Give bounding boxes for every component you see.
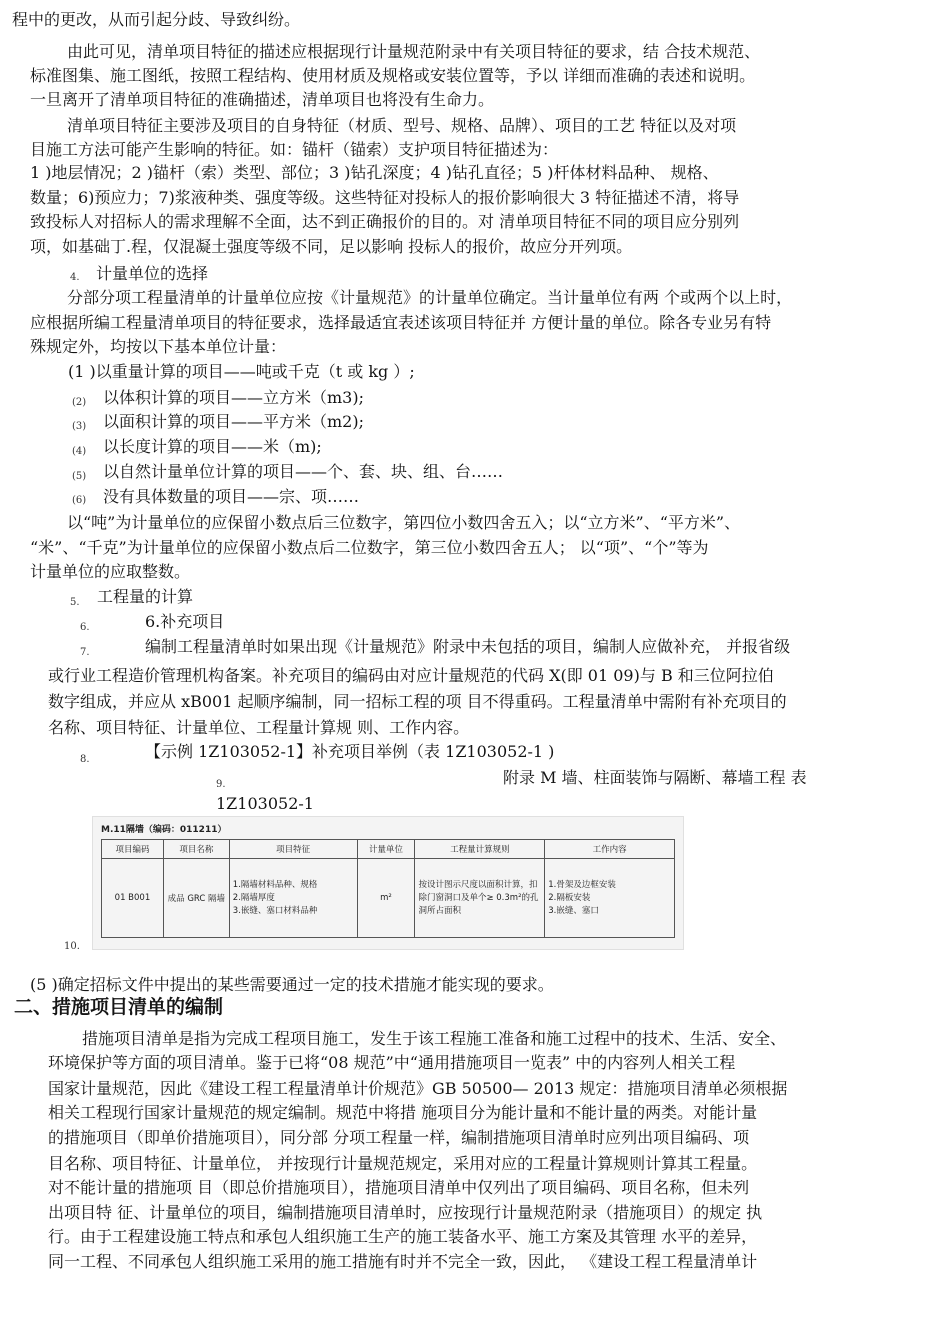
list-item: 没有具体数量的项目——宗、项…… bbox=[103, 487, 360, 506]
list-marker: (5) bbox=[72, 471, 87, 482]
list-marker: 4. bbox=[70, 272, 80, 283]
list-marker: 10. bbox=[64, 941, 80, 952]
text-line: (5 )确定招标文件中提出的某些需要通过一定的技术措施才能实现的要求。 bbox=[30, 975, 554, 994]
table-row bbox=[102, 859, 675, 938]
header-cell: 项目名称 bbox=[163, 840, 229, 859]
section-heading: 二、措施项目清单的编制 bbox=[14, 996, 224, 1018]
text-line: 数量；6)预应力；7)浆液种类、强度等级。这些特征对投标人的报价影响很大 3 特征描述不清，将导 bbox=[30, 188, 740, 207]
text-line: 程中的更改，从而引起分歧、导致纠纷。 bbox=[12, 10, 301, 29]
header-cell: 工作内容 bbox=[545, 840, 675, 859]
text-line: 项，如基础丁.程，仅混凝土强度等级不同，足以影响 投标人的报价，故应分开列项。 bbox=[30, 237, 633, 256]
list-marker: 7. bbox=[80, 647, 90, 658]
list-item: 以自然计量单位计算的项目——个、套、块、组、台…… bbox=[103, 462, 504, 481]
text-line: 清单项目特征主要涉及项目的自身特征（材质、型号、规格、品牌）、项目的工艺 特征以及对项 bbox=[67, 116, 737, 135]
text-line: 目名称、项目特征、计量单位， 并按现行计量规范规定，采用对应的工程量计算规则计算其工程量。 bbox=[48, 1154, 758, 1173]
text-line: 出项目特 征、计量单位的项目，编制措施项目清单时，应按现行计量规范附录（措施项目）的规定 执 bbox=[48, 1203, 763, 1222]
table-title: M.11隔墙（编码：011211） bbox=[101, 825, 227, 835]
section-title: 工程量的计算 bbox=[97, 587, 194, 606]
header-cell: 计量单位 bbox=[357, 840, 415, 859]
list-marker: 6. bbox=[80, 622, 90, 633]
text-line: 的措施项目（即单价措施项目），同分部 分项工程量一样，编制措施项目清单时应列出项目编码、项 bbox=[48, 1128, 750, 1147]
text-line: 行。由于工程建设施工特点和承包人组织施工生产的施工装备水平、施工方案及其管理 水平的差异， bbox=[48, 1227, 758, 1246]
list-item: 以长度计算的项目——米（m); bbox=[103, 437, 322, 456]
text-line: 计量单位的应取整数。 bbox=[30, 562, 191, 581]
cell-rule: 按设计图示尺度以面积计算，扣除门窗洞口及单个≥ 0.3m²的孔洞所占面积 bbox=[415, 859, 545, 938]
cell-features: 1.隔墙材料品种、规格 2.隔墙厚度 3.嵌缝、塞口材料品种 bbox=[229, 859, 357, 938]
table-caption: 附录 M 墙、柱面装饰与隔断、幕墙工程 表 bbox=[503, 768, 807, 787]
text-line: 1 )地层情况；2 )锚杆（索）类型、部位；3 )钻孔深度；4 )钻孔直径；5 )杆体材料品种、 规格、 bbox=[30, 163, 719, 182]
text-line: 名称、项目特征、计量单位、工程量计算规 则、工作内容。 bbox=[48, 718, 470, 737]
cell-unit: m² bbox=[357, 859, 415, 938]
text-line: 由此可见，清单项目特征的描述应根据现行计量规范附录中有关项目特征的要求，结 合技术规范、 bbox=[67, 42, 761, 61]
text-line: 编制工程量清单时如果出现《计量规范》附录中未包括的项目，编制人应做补充， 并报省级 bbox=[145, 637, 791, 656]
example-caption: 【示例 1Z103052-1】补充项目举例（表 1Z103052-1 ) bbox=[145, 742, 555, 761]
list-marker: (3) bbox=[72, 421, 87, 432]
text-line: 或行业工程造价管理机构备案。补充项目的编码由对应计量规范的代码 X(即 01 09)与 B 和三位阿拉伯 bbox=[48, 666, 774, 685]
header-cell: 工程量计算规则 bbox=[415, 840, 545, 859]
header-cell: 项目编码 bbox=[102, 840, 164, 859]
cell-name: 成品 GRC 隔墙 bbox=[163, 859, 229, 938]
text-line: 殊规定外，均按以下基本单位计量： bbox=[30, 337, 287, 356]
list-marker: 9. bbox=[216, 779, 226, 790]
text-line: 国家计量规范，因此《建设工程工程量清单计价规范》GB 50500— 2013 规定：措施项目清单必须根据 bbox=[48, 1079, 788, 1098]
text-line: 对不能计量的措施项 目（即总价措施项目），措施项目清单中仅列出了项目编码、项目名称，但未列 bbox=[48, 1178, 750, 1197]
text-line: 应根据所编工程量清单项目的特征要求，选择最适宜表述该项目特征并 方便计量的单位。除各专业另有特 bbox=[30, 313, 772, 332]
text-line: 措施项目清单是指为完成工程项目施工，发生于该工程施工准备和施工过程中的技术、生活、安全、 bbox=[82, 1029, 787, 1048]
text-line: 一旦离开了清单项目特征的准确描述，清单项目也将没有生命力。 bbox=[30, 90, 495, 109]
table-caption-code: 1Z103052-1 bbox=[216, 794, 314, 813]
text-line: 标准图集、施工图纸，按照工程结构、使用材质及规格或安装位置等，予以 详细而准确的表述和说明。 bbox=[30, 66, 756, 85]
list-marker: (4) bbox=[72, 446, 87, 457]
table-header-row bbox=[102, 840, 675, 859]
cell-work: 1.骨架及边框安装 2.隔板安装 3.嵌缝、塞口 bbox=[545, 859, 675, 938]
list-marker: (6) bbox=[72, 495, 87, 506]
cell-code: 01 B001 bbox=[102, 859, 164, 938]
text-line: 目施工方法可能产生影响的特征。如：锚杆（锚索）支护项目特征描述为： bbox=[30, 140, 559, 159]
list-item: 以面积计算的项目——平方米（m2); bbox=[103, 412, 364, 431]
table-figure bbox=[92, 816, 684, 950]
header-cell: 项目特征 bbox=[229, 840, 357, 859]
text-line: 环境保护等方面的项目清单。鉴于已将“08 规范”中“通用措施项目一览表” 中的内容列人相关工程 bbox=[48, 1053, 736, 1072]
list-item: (1 )以重量计算的项目——吨或千克（t 或 kg ）; bbox=[68, 362, 415, 381]
text-line: 以“吨”为计量单位的应保留小数点后三位数字，第四位小数四舍五入；以“立方米”、“平方米”、 bbox=[67, 513, 741, 532]
text-line: 同一工程、不同承包人组织施工采用的施工措施有时并不完全一致，因此， 《建设工程工程量清单计 bbox=[48, 1252, 758, 1271]
text-line: “米”、“千克”为计量单位的应保留小数点后二位数字，第三位小数四舍五人； 以“项”、“个”等为 bbox=[30, 538, 709, 557]
list-marker: 5. bbox=[70, 597, 80, 608]
list-item: 以体积计算的项目——立方米（m3); bbox=[103, 388, 364, 407]
text-line: 致投标人对招标人的需求理解不全面，达不到正确报价的目的。对 清单项目特征不同的项目应分别列 bbox=[30, 212, 740, 231]
text-line: 数字组成，并应从 xB001 起顺序编制，同一招标工程的项 目不得重码。工程量清单中需附有补充项目的 bbox=[48, 692, 787, 711]
spec-table bbox=[101, 839, 675, 938]
section-title: 6.补充项目 bbox=[145, 612, 225, 631]
text-line: 分部分项工程量清单的计量单位应按《计量规范》的计量单位确定。当计量单位有两 个或两个以上时， bbox=[67, 288, 793, 307]
list-marker: 8. bbox=[80, 754, 90, 765]
section-title: 计量单位的选择 bbox=[96, 264, 209, 283]
list-marker: (2) bbox=[72, 397, 87, 408]
text-line: 相关工程现行国家计量规范的规定编制。规范中将措 施项目分为能计量和不能计量的两类。对能计量 bbox=[48, 1103, 758, 1122]
